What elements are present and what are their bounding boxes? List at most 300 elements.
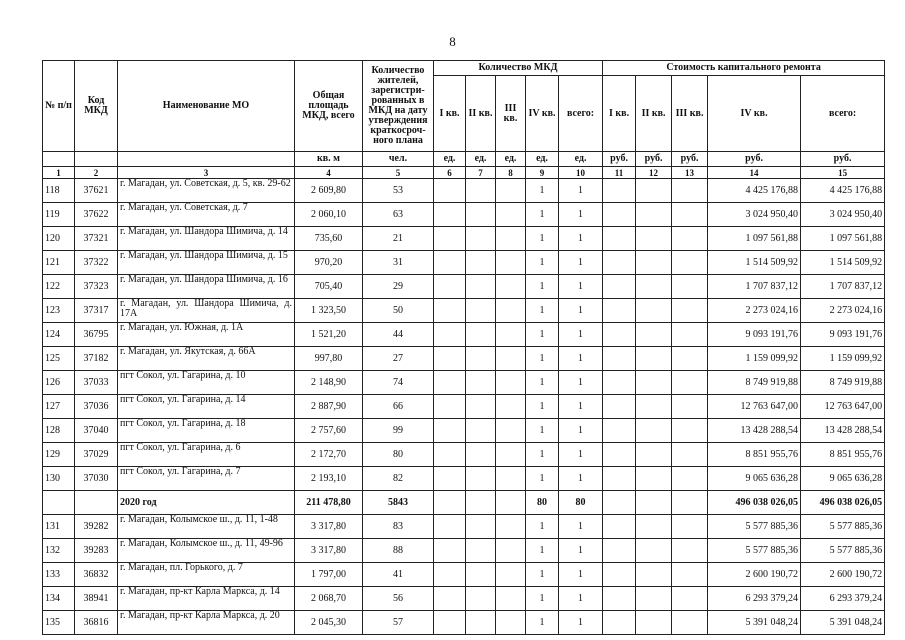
count-q1 bbox=[434, 323, 466, 347]
unit-rub: руб. bbox=[603, 152, 636, 167]
count-q3 bbox=[496, 419, 526, 443]
residents-count: 74 bbox=[363, 371, 434, 395]
cost-q3 bbox=[672, 323, 708, 347]
residents-count: 80 bbox=[363, 443, 434, 467]
cost-q3 bbox=[672, 515, 708, 539]
column-numbers-row bbox=[43, 167, 885, 179]
building-address: г. Магадан, ул. Якутская, д. 66А bbox=[118, 347, 295, 371]
unit-count: ед. bbox=[434, 152, 466, 167]
page-number: 8 bbox=[449, 34, 456, 49]
building-address: г. Магадан, ул. Советская, д. 5, кв. 29-62 bbox=[118, 179, 295, 203]
unit-count: ед. bbox=[526, 152, 559, 167]
count-q2 bbox=[466, 203, 496, 227]
count-q3 bbox=[496, 443, 526, 467]
count-total: 1 bbox=[559, 299, 603, 323]
building-code: 37322 bbox=[75, 251, 118, 275]
column-number: 9 bbox=[526, 167, 559, 179]
count-total: 1 bbox=[559, 587, 603, 611]
residents-count: 44 bbox=[363, 323, 434, 347]
table-row bbox=[43, 467, 885, 491]
count-q4: 1 bbox=[526, 395, 559, 419]
count-q4: 1 bbox=[526, 563, 559, 587]
residents-count: 88 bbox=[363, 539, 434, 563]
unit-count: ед. bbox=[559, 152, 603, 167]
cost-total: 13 428 288,54 bbox=[801, 419, 885, 443]
count-q1 bbox=[434, 371, 466, 395]
count-q2 bbox=[466, 515, 496, 539]
building-code: 37317 bbox=[75, 299, 118, 323]
row-number: 127 bbox=[43, 395, 75, 419]
cost-q4: 2 600 190,72 bbox=[708, 563, 801, 587]
cost-q1 bbox=[603, 323, 636, 347]
cost-q3 bbox=[672, 395, 708, 419]
cost-total: 9 065 636,28 bbox=[801, 467, 885, 491]
count-q4: 1 bbox=[526, 227, 559, 251]
unit-rub: руб. bbox=[801, 152, 885, 167]
count-q3 bbox=[496, 251, 526, 275]
count-q1 bbox=[434, 347, 466, 371]
column-number: 15 bbox=[801, 167, 885, 179]
cost-q1 bbox=[603, 299, 636, 323]
cost-q1 bbox=[603, 227, 636, 251]
column-number: 3 bbox=[118, 167, 295, 179]
table-row bbox=[43, 419, 885, 443]
cost-total: 2 600 190,72 bbox=[801, 563, 885, 587]
cost-q2 bbox=[636, 323, 672, 347]
count-q3 bbox=[496, 611, 526, 635]
count-q3 bbox=[496, 515, 526, 539]
residents-count: 63 bbox=[363, 203, 434, 227]
building-code: 37621 bbox=[75, 179, 118, 203]
header-count-q1: I кв. bbox=[434, 76, 466, 152]
total-empty bbox=[75, 491, 118, 515]
cost-q2 bbox=[636, 275, 672, 299]
count-q4: 1 bbox=[526, 587, 559, 611]
building-code: 37622 bbox=[75, 203, 118, 227]
cost-total: 3 024 950,40 bbox=[801, 203, 885, 227]
count-q2 bbox=[466, 275, 496, 299]
count-q4: 1 bbox=[526, 467, 559, 491]
column-number: 6 bbox=[434, 167, 466, 179]
count-total: 1 bbox=[559, 611, 603, 635]
count-q3 bbox=[496, 179, 526, 203]
total-area: 3 317,80 bbox=[295, 539, 363, 563]
row-number: 128 bbox=[43, 419, 75, 443]
table-row bbox=[43, 443, 885, 467]
count-q1 bbox=[434, 467, 466, 491]
table-body bbox=[43, 179, 885, 635]
count-q1 bbox=[434, 251, 466, 275]
cost-q4: 9 093 191,76 bbox=[708, 323, 801, 347]
cost-q2 bbox=[636, 563, 672, 587]
cost-q4: 13 428 288,54 bbox=[708, 419, 801, 443]
count-q1 bbox=[434, 179, 466, 203]
cost-q2 bbox=[636, 179, 672, 203]
cost-q3 bbox=[672, 371, 708, 395]
count-q3 bbox=[496, 299, 526, 323]
count-q4: 1 bbox=[526, 275, 559, 299]
count-q3 bbox=[496, 227, 526, 251]
cost-q3 bbox=[672, 563, 708, 587]
unit-people: чел. bbox=[363, 152, 434, 167]
residents-count: 29 bbox=[363, 275, 434, 299]
table-row bbox=[43, 611, 885, 635]
building-code: 36816 bbox=[75, 611, 118, 635]
count-q3 bbox=[496, 323, 526, 347]
count-q4: 1 bbox=[526, 299, 559, 323]
count-total: 1 bbox=[559, 323, 603, 347]
column-number: 1 bbox=[43, 167, 75, 179]
cost-q4: 1 097 561,88 bbox=[708, 227, 801, 251]
total-area: 211 478,80 bbox=[295, 491, 363, 515]
row-number: 120 bbox=[43, 227, 75, 251]
count-q2 bbox=[466, 419, 496, 443]
total-area: 735,60 bbox=[295, 227, 363, 251]
cost-q4: 5 577 885,36 bbox=[708, 539, 801, 563]
column-number: 7 bbox=[466, 167, 496, 179]
cost-q4: 1 159 099,92 bbox=[708, 347, 801, 371]
cost-q1 bbox=[603, 371, 636, 395]
building-address: г. Магадан, ул. Шандора Шимича, д. 17А bbox=[118, 299, 295, 323]
total-area: 2 068,70 bbox=[295, 587, 363, 611]
cost-q3 bbox=[672, 299, 708, 323]
residents-count: 99 bbox=[363, 419, 434, 443]
total-area: 970,20 bbox=[295, 251, 363, 275]
building-address: г. Магадан, ул. Шандора Шимича, д. 16 bbox=[118, 275, 295, 299]
header-count-q4: IV кв. bbox=[526, 76, 559, 152]
building-address: пгт Сокол, ул. Гагарина, д. 18 bbox=[118, 419, 295, 443]
count-q2 bbox=[466, 443, 496, 467]
cost-total: 5 577 885,36 bbox=[801, 515, 885, 539]
building-code: 37030 bbox=[75, 467, 118, 491]
row-number: 132 bbox=[43, 539, 75, 563]
table-row bbox=[43, 251, 885, 275]
header-cost-group: Стоимость капитального ремонта bbox=[603, 61, 885, 76]
count-q1 bbox=[434, 515, 466, 539]
cost-q3 bbox=[672, 443, 708, 467]
total-area: 705,40 bbox=[295, 275, 363, 299]
residents-count: 27 bbox=[363, 347, 434, 371]
count-q2 bbox=[466, 299, 496, 323]
cost-total: 8 851 955,76 bbox=[801, 443, 885, 467]
count-q2 bbox=[466, 563, 496, 587]
row-number: 135 bbox=[43, 611, 75, 635]
unit-rub: руб. bbox=[708, 152, 801, 167]
cost-q3 bbox=[672, 467, 708, 491]
count-q4: 1 bbox=[526, 179, 559, 203]
count-q2 bbox=[466, 395, 496, 419]
residents-count: 21 bbox=[363, 227, 434, 251]
count-q2 bbox=[466, 251, 496, 275]
count-q3 bbox=[496, 203, 526, 227]
count-q4: 1 bbox=[526, 443, 559, 467]
cost-q1 bbox=[603, 275, 636, 299]
cost-total: 5 577 885,36 bbox=[801, 539, 885, 563]
count-q3 bbox=[496, 563, 526, 587]
cost-q1 bbox=[603, 179, 636, 203]
building-code: 37323 bbox=[75, 275, 118, 299]
total-area: 1 521,20 bbox=[295, 323, 363, 347]
count-q3 bbox=[496, 467, 526, 491]
count-total: 1 bbox=[559, 563, 603, 587]
cost-q3 bbox=[672, 491, 708, 515]
count-q2 bbox=[466, 491, 496, 515]
cost-q3 bbox=[672, 539, 708, 563]
count-q1 bbox=[434, 539, 466, 563]
cost-q4: 8 749 919,88 bbox=[708, 371, 801, 395]
cost-q1 bbox=[603, 347, 636, 371]
count-q1 bbox=[434, 443, 466, 467]
cost-q2 bbox=[636, 587, 672, 611]
cost-total: 1 707 837,12 bbox=[801, 275, 885, 299]
cost-q4: 1 707 837,12 bbox=[708, 275, 801, 299]
year-total-row bbox=[43, 491, 885, 515]
cost-total: 1 097 561,88 bbox=[801, 227, 885, 251]
row-number: 133 bbox=[43, 563, 75, 587]
building-address: г. Магадан, ул. Южная, д. 1А bbox=[118, 323, 295, 347]
total-area: 1 797,00 bbox=[295, 563, 363, 587]
count-q4: 1 bbox=[526, 515, 559, 539]
header-cost-q2: II кв. bbox=[636, 76, 672, 152]
column-number: 14 bbox=[708, 167, 801, 179]
count-q4: 1 bbox=[526, 371, 559, 395]
cost-q1 bbox=[603, 395, 636, 419]
table-row bbox=[43, 203, 885, 227]
row-number: 123 bbox=[43, 299, 75, 323]
cost-q1 bbox=[603, 587, 636, 611]
column-number: 10 bbox=[559, 167, 603, 179]
count-total: 1 bbox=[559, 467, 603, 491]
total-cost-q4: 496 038 026,05 bbox=[708, 491, 801, 515]
header-name: Наименование МО bbox=[118, 61, 295, 152]
cost-q3 bbox=[672, 227, 708, 251]
total-area: 2 148,90 bbox=[295, 371, 363, 395]
count-q1 bbox=[434, 419, 466, 443]
header-cost-q3: III кв. bbox=[672, 76, 708, 152]
building-address: пгт Сокол, ул. Гагарина, д. 10 bbox=[118, 371, 295, 395]
total-area: 2 045,30 bbox=[295, 611, 363, 635]
unit-count: ед. bbox=[496, 152, 526, 167]
cost-q3 bbox=[672, 275, 708, 299]
cost-q1 bbox=[603, 563, 636, 587]
count-q4: 1 bbox=[526, 611, 559, 635]
count-total: 1 bbox=[559, 515, 603, 539]
unit-count: ед. bbox=[466, 152, 496, 167]
cost-q2 bbox=[636, 419, 672, 443]
table-row bbox=[43, 371, 885, 395]
table-row bbox=[43, 395, 885, 419]
residents-count: 31 bbox=[363, 251, 434, 275]
header-area: Общая площадь МКД, всего bbox=[295, 61, 363, 152]
building-address: г. Магадан, ул. Шандора Шимича, д. 15 bbox=[118, 251, 295, 275]
count-total: 1 bbox=[559, 227, 603, 251]
total-count: 80 bbox=[559, 491, 603, 515]
total-cost: 496 038 026,05 bbox=[801, 491, 885, 515]
total-residents: 5843 bbox=[363, 491, 434, 515]
capital-repair-table bbox=[42, 60, 885, 635]
cost-q1 bbox=[603, 539, 636, 563]
count-q2 bbox=[466, 539, 496, 563]
header-count-q3: III кв. bbox=[496, 76, 526, 152]
column-number: 11 bbox=[603, 167, 636, 179]
building-address: г. Магадан, Колымское ш., д. 11, 1-48 bbox=[118, 515, 295, 539]
table-row bbox=[43, 539, 885, 563]
residents-count: 82 bbox=[363, 467, 434, 491]
cost-q3 bbox=[672, 179, 708, 203]
cost-total: 1 159 099,92 bbox=[801, 347, 885, 371]
total-area: 2 193,10 bbox=[295, 467, 363, 491]
count-total: 1 bbox=[559, 371, 603, 395]
cost-q2 bbox=[636, 371, 672, 395]
count-q4: 1 bbox=[526, 419, 559, 443]
building-address: г. Магадан, пл. Горького, д. 7 bbox=[118, 563, 295, 587]
cost-q4: 1 514 509,92 bbox=[708, 251, 801, 275]
header-residents: Количество жителей, зарегистри-рованных в МКД на дату утверждения краткосроч-ного плана bbox=[363, 61, 434, 152]
count-q4: 1 bbox=[526, 323, 559, 347]
unit-rub: руб. bbox=[672, 152, 708, 167]
unit-rub: руб. bbox=[636, 152, 672, 167]
count-q4: 1 bbox=[526, 347, 559, 371]
row-number: 129 bbox=[43, 443, 75, 467]
count-total: 1 bbox=[559, 539, 603, 563]
count-q2 bbox=[466, 323, 496, 347]
total-area: 2 060,10 bbox=[295, 203, 363, 227]
count-q2 bbox=[466, 371, 496, 395]
header-count-total: всего: bbox=[559, 76, 603, 152]
total-area: 2 172,70 bbox=[295, 443, 363, 467]
building-address: г. Магадан, пр-кт Карла Маркса, д. 14 bbox=[118, 587, 295, 611]
total-area: 1 323,50 bbox=[295, 299, 363, 323]
count-q1 bbox=[434, 611, 466, 635]
count-q4: 1 bbox=[526, 539, 559, 563]
count-q1 bbox=[434, 395, 466, 419]
building-code: 36832 bbox=[75, 563, 118, 587]
count-total: 1 bbox=[559, 251, 603, 275]
building-address: пгт Сокол, ул. Гагарина, д. 14 bbox=[118, 395, 295, 419]
header-no: № п/п bbox=[43, 61, 75, 152]
header-count-group: Количество МКД bbox=[434, 61, 603, 76]
header-cost-q4: IV кв. bbox=[708, 76, 801, 152]
building-address: г. Магадан, пр-кт Карла Маркса, д. 20 bbox=[118, 611, 295, 635]
cost-q3 bbox=[672, 251, 708, 275]
count-total: 1 bbox=[559, 395, 603, 419]
table-row bbox=[43, 275, 885, 299]
count-q4: 1 bbox=[526, 251, 559, 275]
row-number: 121 bbox=[43, 251, 75, 275]
column-number: 2 bbox=[75, 167, 118, 179]
total-count-q4: 80 bbox=[526, 491, 559, 515]
count-q3 bbox=[496, 371, 526, 395]
cost-q4: 9 065 636,28 bbox=[708, 467, 801, 491]
cost-q3 bbox=[672, 419, 708, 443]
building-address: пгт Сокол, ул. Гагарина, д. 7 bbox=[118, 467, 295, 491]
building-code: 37040 bbox=[75, 419, 118, 443]
cost-total: 8 749 919,88 bbox=[801, 371, 885, 395]
total-area: 2 609,80 bbox=[295, 179, 363, 203]
cost-q2 bbox=[636, 491, 672, 515]
cost-total: 1 514 509,92 bbox=[801, 251, 885, 275]
row-number: 124 bbox=[43, 323, 75, 347]
count-total: 1 bbox=[559, 419, 603, 443]
row-number: 118 bbox=[43, 179, 75, 203]
building-code: 37321 bbox=[75, 227, 118, 251]
cost-q4: 5 577 885,36 bbox=[708, 515, 801, 539]
cost-q4: 2 273 024,16 bbox=[708, 299, 801, 323]
row-number: 125 bbox=[43, 347, 75, 371]
building-code: 37036 bbox=[75, 395, 118, 419]
cost-total: 4 425 176,88 bbox=[801, 179, 885, 203]
cost-q4: 3 024 950,40 bbox=[708, 203, 801, 227]
count-q3 bbox=[496, 491, 526, 515]
cost-q2 bbox=[636, 227, 672, 251]
building-code: 37182 bbox=[75, 347, 118, 371]
residents-count: 53 bbox=[363, 179, 434, 203]
count-q1 bbox=[434, 563, 466, 587]
residents-count: 83 bbox=[363, 515, 434, 539]
building-code: 37033 bbox=[75, 371, 118, 395]
header-count-q2: II кв. bbox=[466, 76, 496, 152]
cost-q2 bbox=[636, 347, 672, 371]
count-total: 1 bbox=[559, 179, 603, 203]
cost-q4: 12 763 647,00 bbox=[708, 395, 801, 419]
cost-q2 bbox=[636, 203, 672, 227]
residents-count: 50 bbox=[363, 299, 434, 323]
cost-q4: 6 293 379,24 bbox=[708, 587, 801, 611]
count-q2 bbox=[466, 587, 496, 611]
cost-q1 bbox=[603, 491, 636, 515]
column-number: 12 bbox=[636, 167, 672, 179]
residents-count: 56 bbox=[363, 587, 434, 611]
cost-q1 bbox=[603, 467, 636, 491]
table-row bbox=[43, 323, 885, 347]
row-number: 122 bbox=[43, 275, 75, 299]
cost-q1 bbox=[603, 419, 636, 443]
row-number: 131 bbox=[43, 515, 75, 539]
cost-q2 bbox=[636, 539, 672, 563]
row-number: 130 bbox=[43, 467, 75, 491]
building-code: 38941 bbox=[75, 587, 118, 611]
residents-count: 41 bbox=[363, 563, 434, 587]
cost-q3 bbox=[672, 611, 708, 635]
count-q2 bbox=[466, 347, 496, 371]
cost-q2 bbox=[636, 299, 672, 323]
column-number: 8 bbox=[496, 167, 526, 179]
cost-q2 bbox=[636, 443, 672, 467]
count-q3 bbox=[496, 275, 526, 299]
cost-total: 9 093 191,76 bbox=[801, 323, 885, 347]
unit-area: кв. м bbox=[295, 152, 363, 167]
header-cost-total: всего: bbox=[801, 76, 885, 152]
table-row bbox=[43, 515, 885, 539]
row-number: 119 bbox=[43, 203, 75, 227]
count-q2 bbox=[466, 227, 496, 251]
cost-q1 bbox=[603, 251, 636, 275]
cost-q2 bbox=[636, 395, 672, 419]
cost-q1 bbox=[603, 515, 636, 539]
count-q1 bbox=[434, 227, 466, 251]
cost-q4: 4 425 176,88 bbox=[708, 179, 801, 203]
residents-count: 66 bbox=[363, 395, 434, 419]
count-q3 bbox=[496, 539, 526, 563]
table-row bbox=[43, 587, 885, 611]
header-code: Код МКД bbox=[75, 61, 118, 152]
row-number: 126 bbox=[43, 371, 75, 395]
building-code: 36795 bbox=[75, 323, 118, 347]
cost-q2 bbox=[636, 515, 672, 539]
total-empty bbox=[43, 491, 75, 515]
table-row bbox=[43, 227, 885, 251]
total-area: 2 887,90 bbox=[295, 395, 363, 419]
